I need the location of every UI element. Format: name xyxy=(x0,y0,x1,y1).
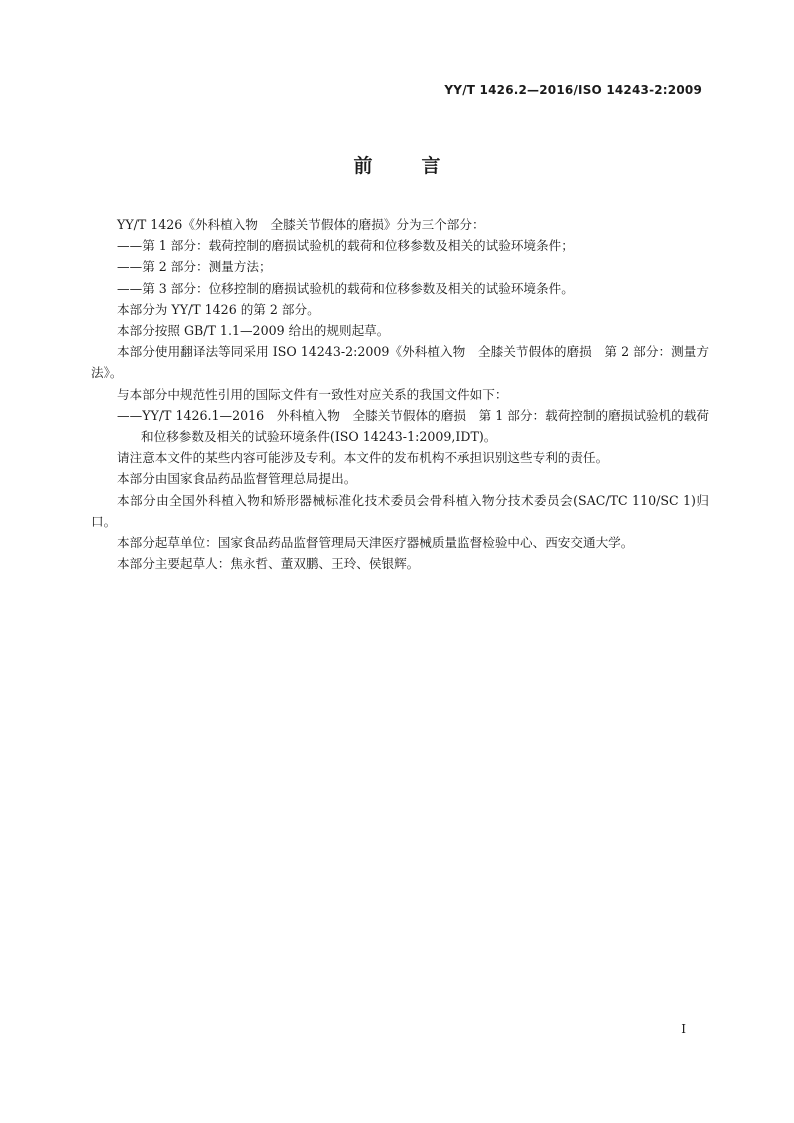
paragraph-drafters: 本部分主要起草人：焦永哲、董双鹏、王玲、侯银辉。 xyxy=(117,556,420,572)
document-body xyxy=(91,214,709,574)
paragraph-patent-notice: 请注意本文件的某些内容可能涉及专利。本文件的发布机构不承担识别这些专利的责任。 xyxy=(117,450,609,466)
paragraph-part-statement: 本部分为 YY/T 1426 的第 2 部分。 xyxy=(117,301,320,317)
paragraph-parts-intro: YY/T 1426《外科植入物 全膝关节假体的磨损》分为三个部分： xyxy=(117,217,485,232)
paragraph-centralized-by: 本部分由全国外科植入物和矫形器械标准化技术委员会骨科植入物分技术委员会(SAC/TC 110/SC 1)归口。 xyxy=(91,492,709,529)
paragraph-proposed-by: 本部分由国家食品药品监督管理总局提出。 xyxy=(117,471,357,487)
paragraph-drafting-units: 本部分起草单位：国家食品药品监督管理局天津医疗器械质量监督检验中心、西安交通大学。 xyxy=(117,535,634,551)
standard-code: YY/T 1426.2—2016/ISO 14243-2:2009 xyxy=(444,83,702,97)
list-item-part-3: ——第 3 部分：位移控制的磨损试验机的载荷和位移参数及相关的试验环境条件。 xyxy=(117,280,574,296)
page-number: I xyxy=(681,1022,686,1036)
list-item-normative-ref: ——YY/T 1426.1—2016 外科植入物 全膝关节假体的磨损 第 1 部分：载荷控制的磨损试验机的载荷和位移参数及相关的试验环境条件(ISO 14243-1:2009,IDT)。 xyxy=(117,407,709,445)
paragraph-drafting-rules: 本部分按照 GB/T 1.1—2009 给出的规则起草。 xyxy=(117,323,390,339)
page-title: 前言 xyxy=(353,155,490,177)
list-item-part-2: ——第 2 部分：测量方法； xyxy=(117,259,272,275)
paragraph-adoption: 本部分使用翻译法等同采用 ISO 14243-2:2009《外科植入物 全膝关节假体的磨损 第 2 部分：测量方法》。 xyxy=(91,344,709,381)
list-item-part-1: ——第 1 部分：载荷控制的磨损试验机的载荷和位移参数及相关的试验环境条件； xyxy=(117,238,574,254)
paragraph-normative-refs-intro: 与本部分中规范性引用的国际文件有一致性对应关系的我国文件如下： xyxy=(117,386,508,402)
